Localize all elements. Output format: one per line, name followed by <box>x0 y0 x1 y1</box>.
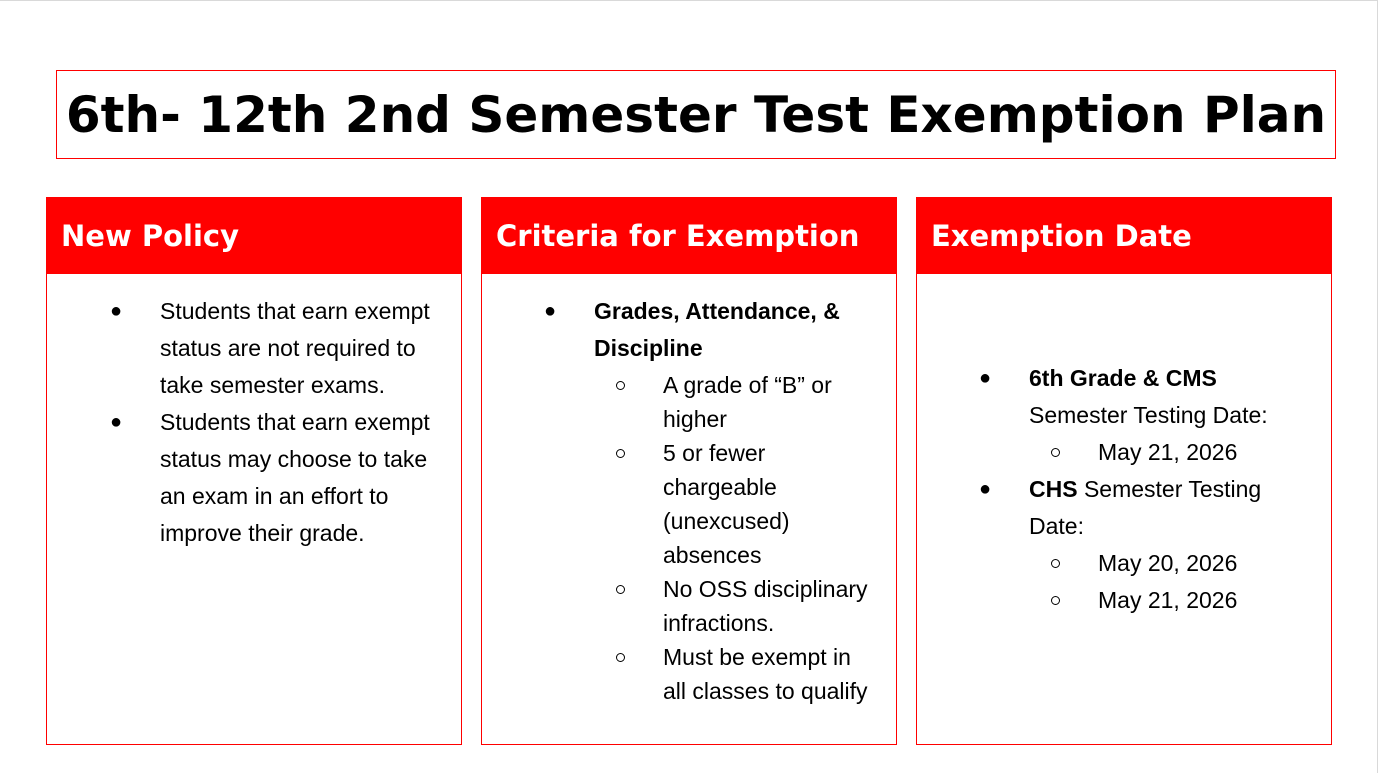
criteria-sub-item <box>482 572 896 640</box>
date-group-list <box>917 471 1331 545</box>
criteria-sub-item <box>482 436 896 572</box>
hollow-bullet-icon <box>616 381 625 390</box>
criteria-list <box>482 293 896 367</box>
criteria-sub-text: A grade of “B” or higher <box>663 372 832 432</box>
card-exemption-date <box>916 197 1332 745</box>
date-group-list <box>917 360 1331 434</box>
date-group-label-bold: CHS <box>1029 476 1078 502</box>
hollow-bullet-icon <box>1051 448 1060 457</box>
date-list <box>917 434 1331 471</box>
bullet-icon: ● <box>979 478 992 500</box>
date-group-label: Semester Testing Date: <box>1029 476 1262 539</box>
criteria-sub-item <box>482 368 896 436</box>
criteria-sub-text: 5 or fewer chargeable (unexcused) absences <box>663 440 790 568</box>
bullet-icon: ● <box>110 411 123 433</box>
hollow-bullet-icon <box>616 653 625 662</box>
page-title: 6th- 12th 2nd Semester Test Exemption Plan <box>65 85 1327 144</box>
bullet-icon: ● <box>544 300 557 322</box>
hollow-bullet-icon <box>616 449 625 458</box>
date-item <box>917 545 1331 582</box>
criteria-item <box>482 293 896 367</box>
policy-item <box>47 293 461 404</box>
date-group-label-bold: 6th Grade & CMS <box>1029 365 1217 391</box>
date-text: May 21, 2026 <box>1098 587 1238 613</box>
card-header-criteria: Criteria for Exemption <box>482 198 896 274</box>
card-criteria <box>481 197 897 745</box>
card-body-criteria <box>482 274 896 708</box>
hollow-bullet-icon <box>1051 596 1060 605</box>
criteria-sub-item <box>482 640 896 708</box>
card-header-exemption-date: Exemption Date <box>917 198 1331 274</box>
date-group <box>917 360 1331 434</box>
date-item <box>917 434 1331 471</box>
card-new-policy <box>46 197 462 745</box>
date-text: May 21, 2026 <box>1098 439 1238 465</box>
hollow-bullet-icon <box>616 585 625 594</box>
card-header-new-policy: New Policy <box>47 198 461 274</box>
date-text: May 20, 2026 <box>1098 550 1238 576</box>
criteria-sub-text: No OSS disciplinary infractions. <box>663 576 868 636</box>
policy-text: Students that earn exempt status may choose to take an exam in an effort to improve their grade. <box>160 409 430 546</box>
date-item <box>917 582 1331 619</box>
card-body-new-policy <box>47 274 461 552</box>
hollow-bullet-icon <box>1051 559 1060 568</box>
criteria-sub-text: Must be exempt in all classes to qualify <box>663 644 868 704</box>
bullet-icon: ● <box>110 300 123 322</box>
bullet-icon: ● <box>979 367 992 389</box>
criteria-sub-list <box>482 368 896 708</box>
policy-list <box>47 293 461 552</box>
title-box <box>56 70 1336 159</box>
date-list <box>917 545 1331 619</box>
card-body-exemption-date <box>917 274 1331 619</box>
date-group-label: Semester Testing Date: <box>1029 402 1268 428</box>
date-group <box>917 471 1331 545</box>
policy-item <box>47 404 461 552</box>
policy-text: Students that earn exempt status are not required to take semester exams. <box>160 298 430 398</box>
criteria-heading: Grades, Attendance, & Discipline <box>594 298 840 361</box>
